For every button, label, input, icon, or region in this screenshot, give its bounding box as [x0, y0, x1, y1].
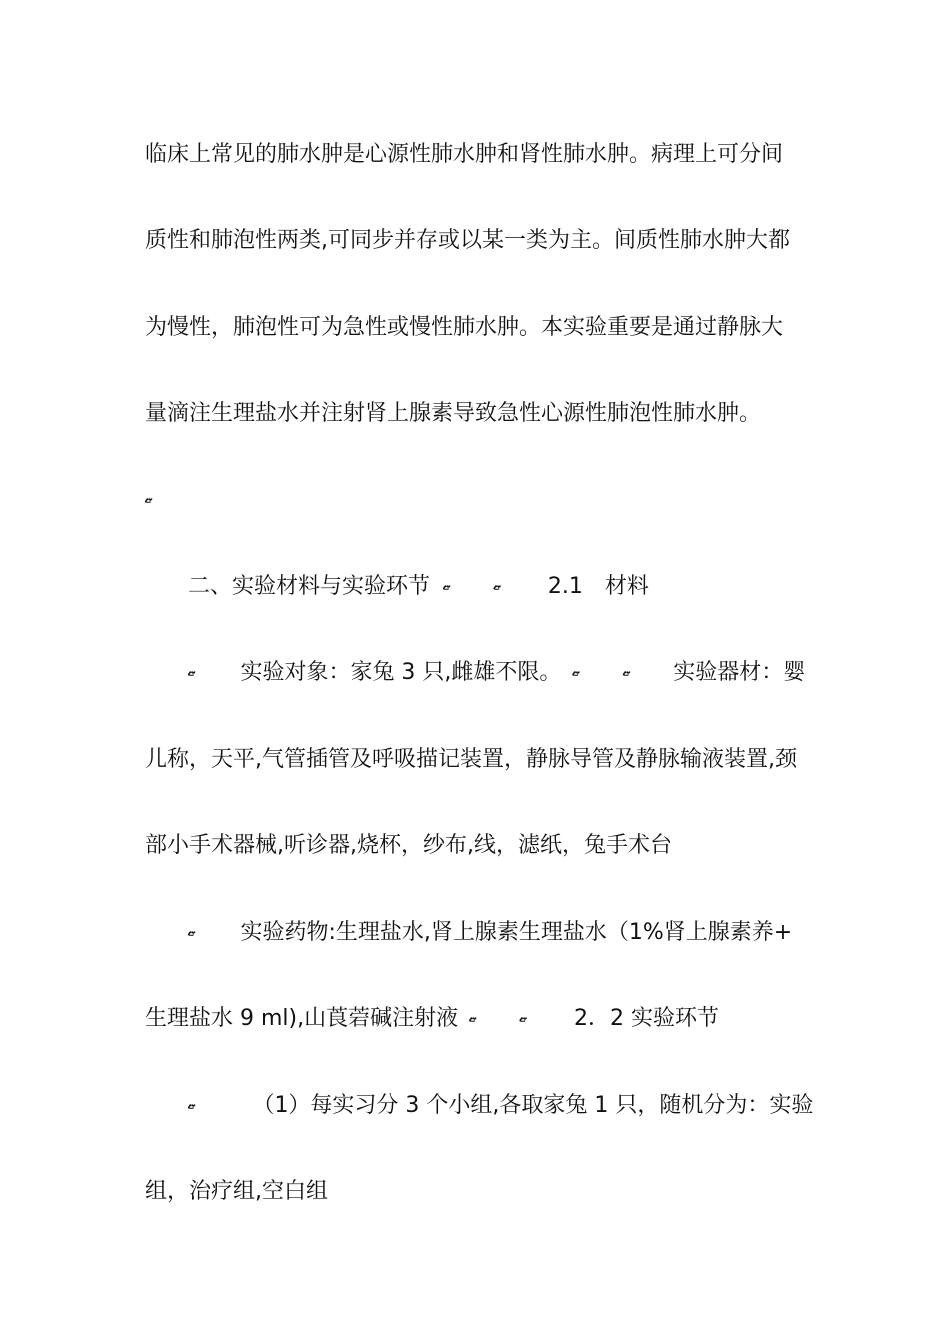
paragraph-line-2: 质性和肺泡性两类,可同步并存或以某一类为主。间质性肺水肿大都 [145, 228, 790, 253]
paragraph-mark: ޏ [622, 665, 631, 680]
paragraph-line-3: 为慢性，肺泡性可为急性或慢性肺水肿。本实验重要是通过静脉大 [145, 315, 784, 340]
paragraph-mark: ޏ [519, 1011, 527, 1026]
subjects-line [188, 658, 805, 688]
paragraph-mark: ޏ [469, 1011, 477, 1026]
equipment-label: 实验器材：婴 [673, 660, 806, 685]
drugs-line-2 [145, 1004, 719, 1034]
paragraph-mark: ޏ [188, 1098, 196, 1113]
drugs-text: 实验药物:生理盐水,肾上腺素生理盐水（1%肾上腺素养+ [240, 920, 793, 945]
subjects-text: 实验对象：家兔 3 只,雌雄不限。 [240, 660, 562, 685]
step-1-text: （1）每实习分 3 个小组,各取家兔 1 只，随机分为：实验 [252, 1093, 814, 1118]
drugs-text-2: 生理盐水 9 ml),山莨菪碱注射液 [145, 1006, 459, 1031]
paragraph-mark: ޏ [493, 579, 501, 594]
section-heading-line [188, 572, 649, 602]
paragraph-mark-line [145, 485, 152, 515]
step-1-line-2: 组，治疗组,空白组 [145, 1179, 328, 1204]
subsection-heading-2-1: 2.1 材料 [547, 574, 649, 599]
paragraph-mark: ޏ [145, 492, 153, 507]
paragraph-mark: ޏ [443, 579, 451, 594]
subsection-heading-2-2: 2．2 实验环节 [573, 1006, 719, 1031]
paragraph-line-1: 临床上常见的肺水肿是心源性肺水肿和肾性肺水肿。病理上可分间 [145, 142, 784, 167]
drugs-line-1 [188, 918, 792, 948]
paragraph-mark: ޏ [188, 665, 196, 680]
equipment-line-2: 儿称，天平,气管插管及呼吸描记装置，静脉导管及静脉输液装置,颈 [145, 747, 797, 772]
paragraph-mark: ޏ [572, 665, 580, 680]
paragraph-line-4: 量滴注生理盐水并注射肾上腺素导致急性心源性肺泡性肺水肿。 [145, 401, 762, 426]
section-heading: 二、实验材料与实验环节 [188, 574, 431, 599]
equipment-line-3: 部小手术器械,听诊器,烧杯，纱布,线，滤纸，兔手术台 [145, 833, 672, 858]
step-1-line-1 [188, 1091, 813, 1121]
paragraph-mark: ޏ [188, 925, 196, 940]
